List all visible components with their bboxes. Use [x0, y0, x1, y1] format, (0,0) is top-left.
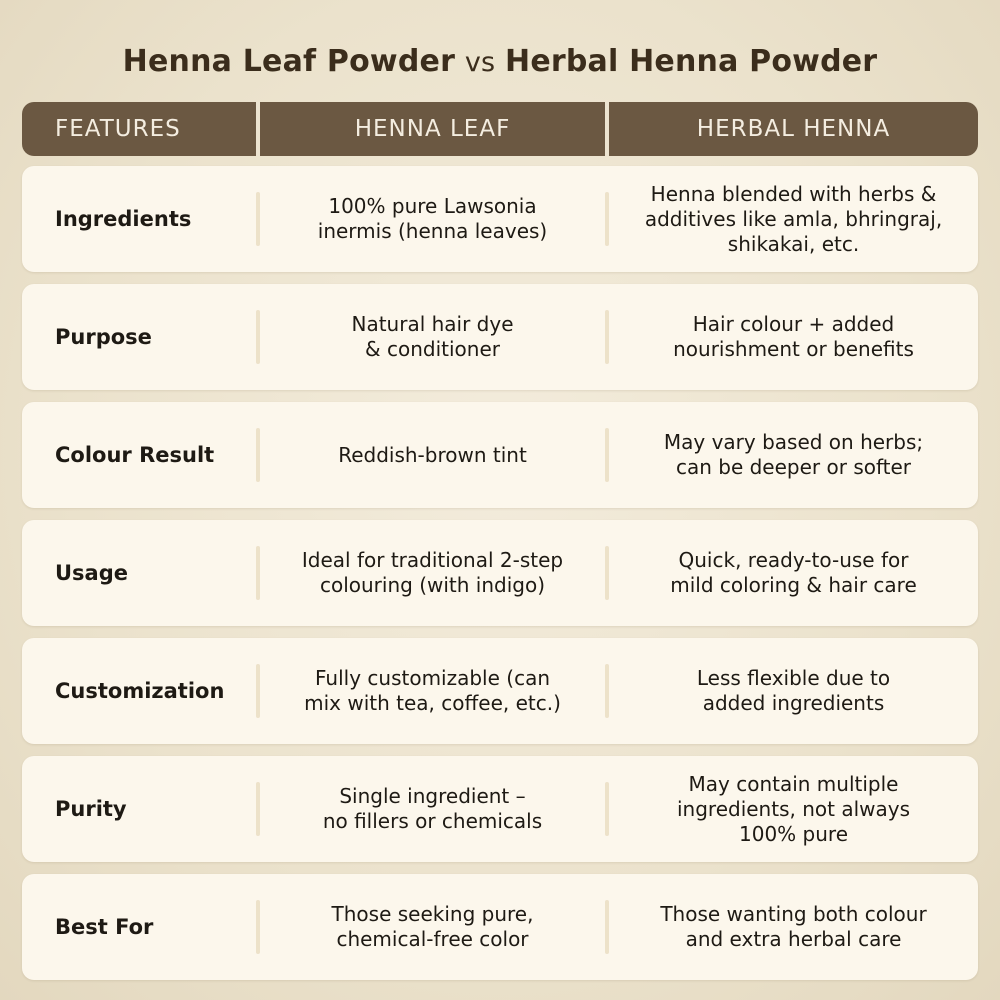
page-title: [0, 44, 1000, 79]
henna-leaf-text: Single ingredient – no fillers or chemicals: [322, 784, 543, 833]
henna-leaf-cell: [260, 402, 605, 508]
herbal-henna-text: May vary based on herbs; can be deeper or softer: [663, 430, 924, 479]
table-row-ingredients: [22, 166, 978, 272]
feature-label: Colour Result: [55, 443, 215, 467]
table-row-purity: [22, 756, 978, 862]
herbal-henna-text: May contain multiple ingredients, not always 100% pure: [676, 771, 911, 846]
herbal-henna-text: Quick, ready-to-use for mild coloring & hair care: [670, 548, 917, 597]
header-herbal-henna: HERBAL HENNA: [696, 116, 891, 142]
henna-leaf-text: 100% pure Lawsonia inermis (henna leaves): [317, 194, 548, 243]
header-features: FEATURES: [55, 116, 181, 142]
henna-leaf-text: Those seeking pure, chemical-free color: [331, 902, 534, 951]
title-left: Henna Leaf Powder: [122, 44, 456, 79]
herbal-henna-text: Those wanting both colour and extra herbal care: [660, 902, 927, 951]
herbal-henna-cell: [609, 638, 978, 744]
table-header: [22, 102, 978, 156]
henna-leaf-text: Reddish-brown tint: [338, 442, 527, 467]
henna-leaf-cell: [260, 638, 605, 744]
henna-leaf-cell: [260, 520, 605, 626]
table-row-colour-result: [22, 402, 978, 508]
header-henna-leaf: HENNA LEAF: [354, 116, 511, 142]
feature-label: Customization: [55, 679, 225, 703]
henna-leaf-cell: [260, 874, 605, 980]
feature-label: Purpose: [55, 325, 152, 349]
feature-label: Purity: [55, 797, 127, 821]
henna-leaf-text: Ideal for traditional 2-step colouring (with indigo): [301, 548, 564, 597]
table-row-usage: [22, 520, 978, 626]
feature-label: Ingredients: [55, 207, 192, 231]
herbal-henna-cell: [609, 520, 978, 626]
title-vs: vs: [464, 47, 496, 78]
title-right: Herbal Henna Powder: [505, 44, 878, 79]
henna-leaf-text: Fully customizable (can mix with tea, coffee, etc.): [304, 666, 561, 715]
herbal-henna-text: Hair colour + added nourishment or benefits: [673, 312, 914, 361]
herbal-henna-cell: [609, 874, 978, 980]
herbal-henna-text: Less flexible due to added ingredients: [696, 666, 891, 715]
herbal-henna-text: Henna blended with herbs & additives like amla, bhringraj, shikakai, etc.: [644, 181, 943, 256]
henna-leaf-cell: [260, 284, 605, 390]
herbal-henna-cell: [609, 756, 978, 862]
herbal-henna-cell: [609, 166, 978, 272]
henna-leaf-text: Natural hair dye & conditioner: [351, 312, 514, 361]
table-row-purpose: [22, 284, 978, 390]
henna-leaf-cell: [260, 166, 605, 272]
table-row-customization: [22, 638, 978, 744]
henna-leaf-cell: [260, 756, 605, 862]
table-row-best-for: [22, 874, 978, 980]
herbal-henna-cell: [609, 284, 978, 390]
feature-label: Usage: [55, 561, 128, 585]
herbal-henna-cell: [609, 402, 978, 508]
feature-label: Best For: [55, 915, 154, 939]
